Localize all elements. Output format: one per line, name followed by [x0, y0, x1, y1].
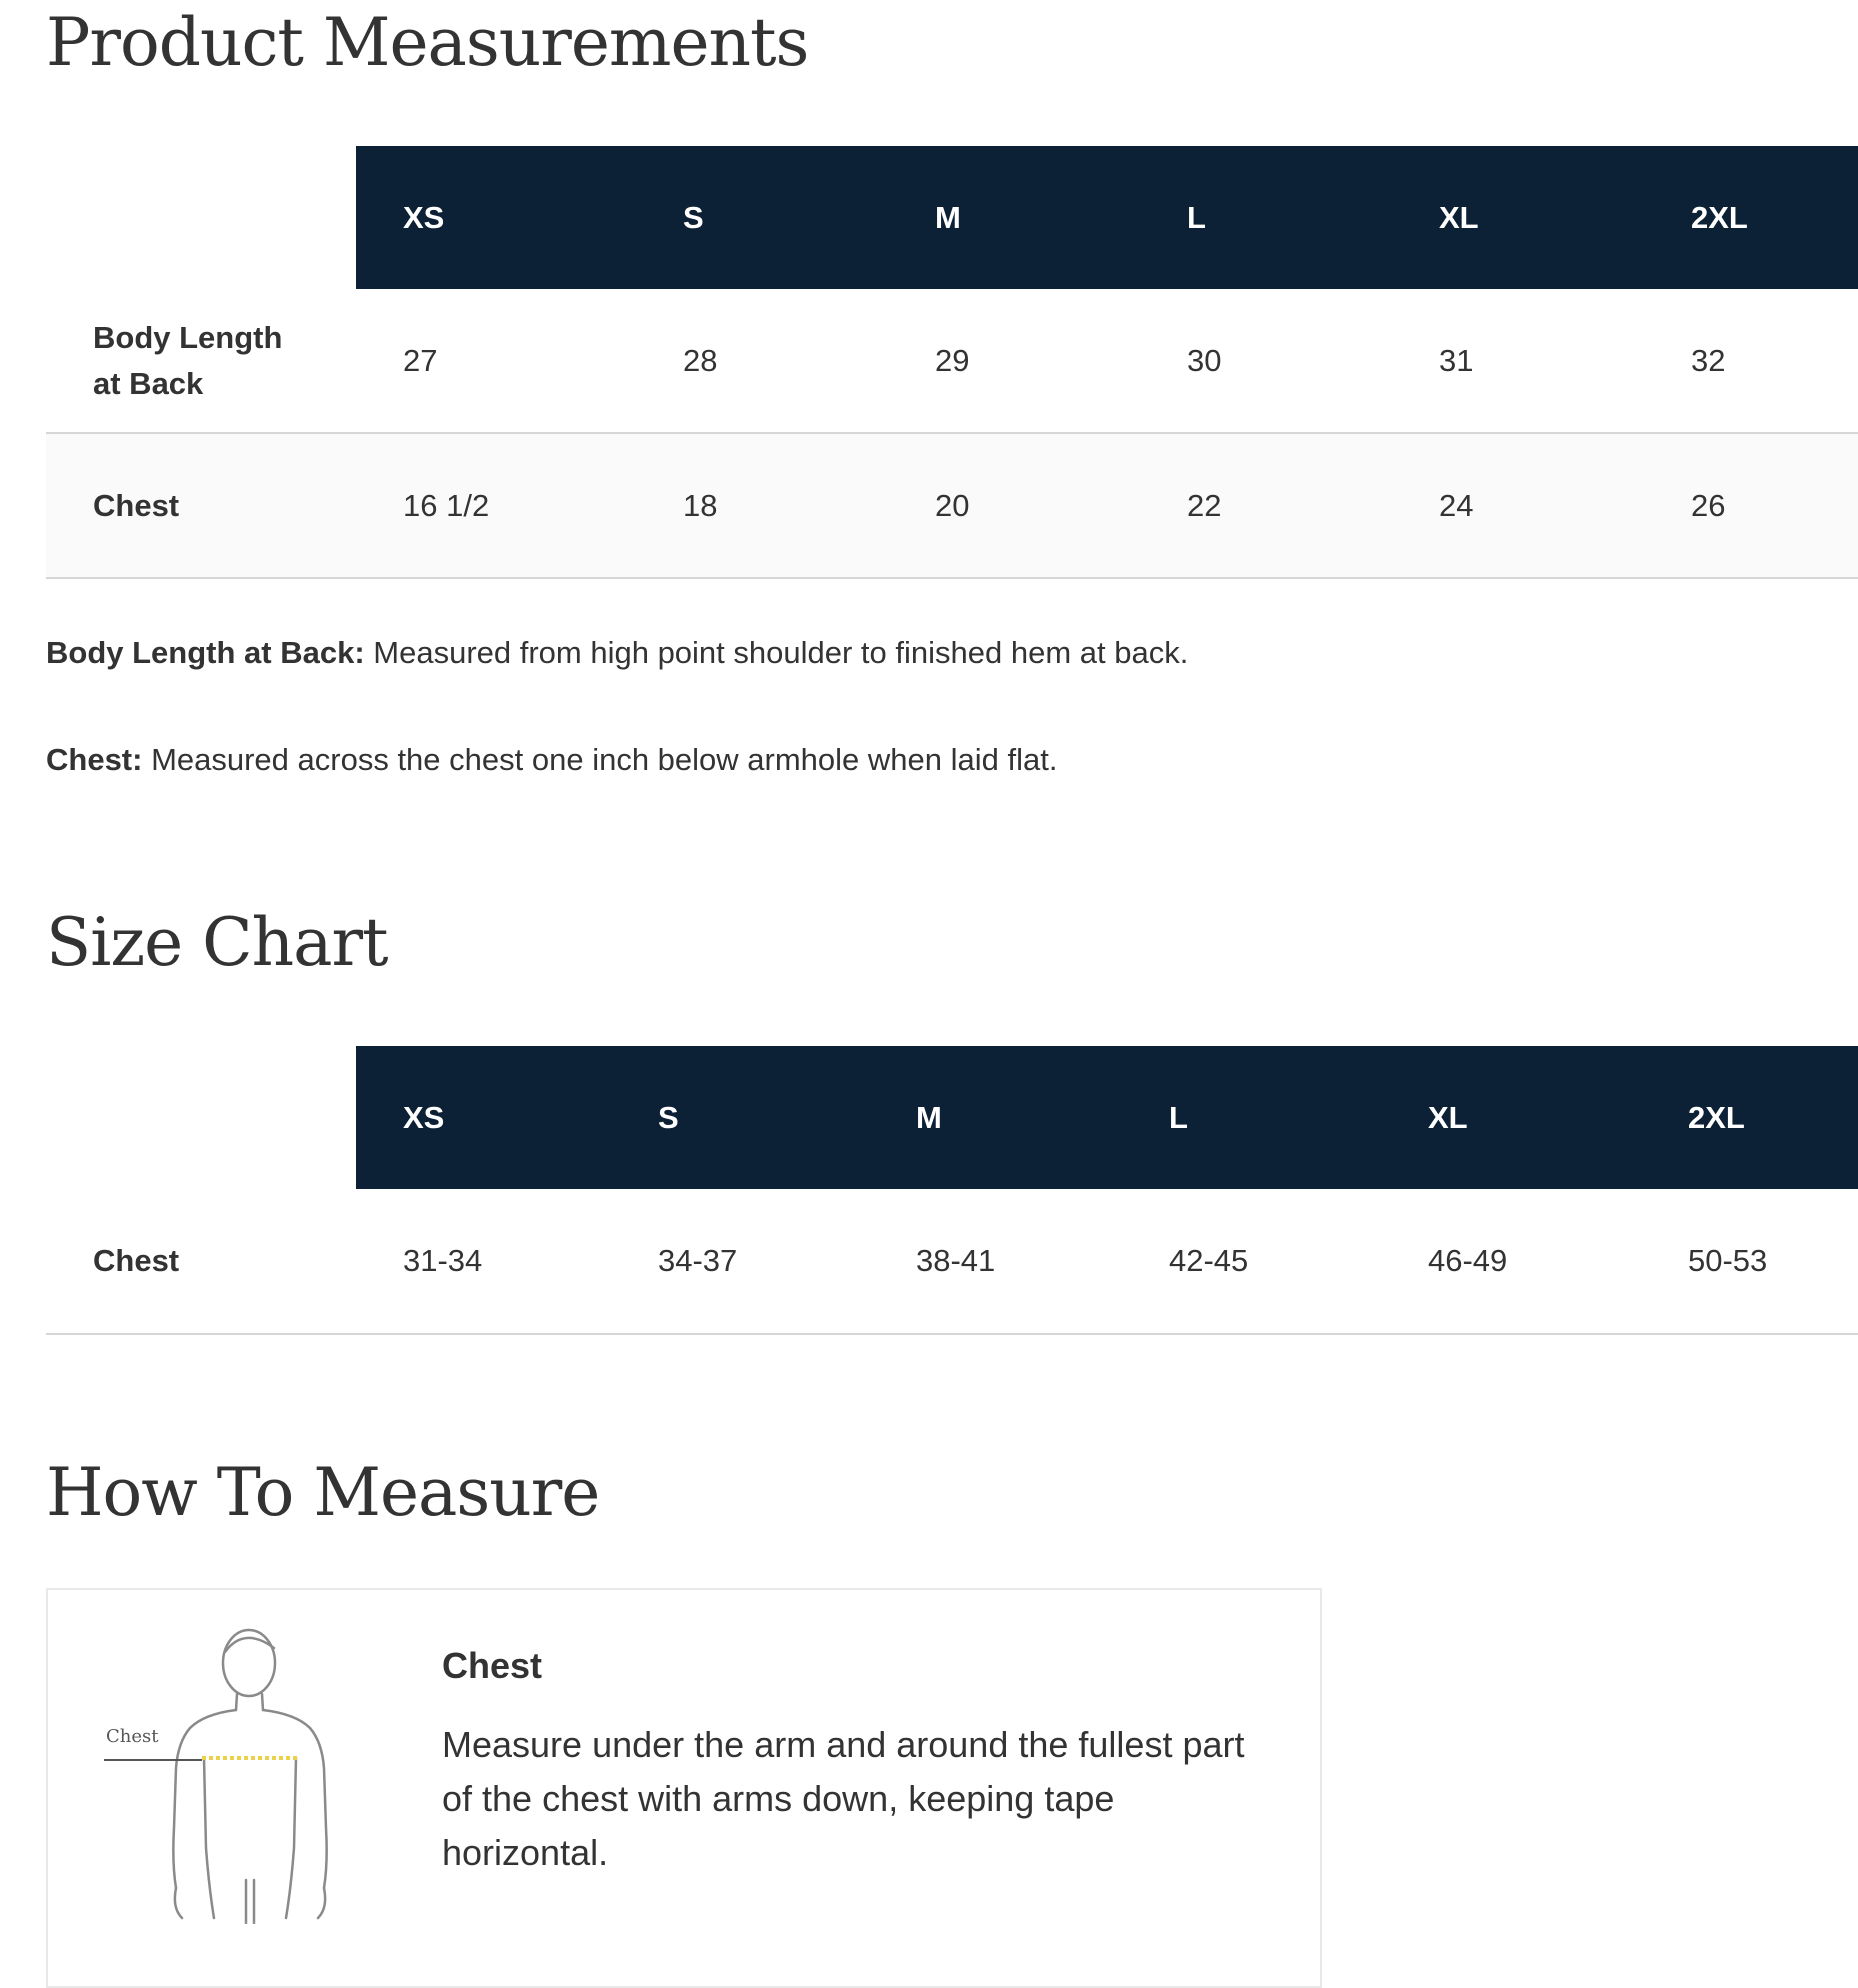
chest-measure-card: [46, 1588, 1322, 1988]
note-term: Chest:: [46, 742, 143, 777]
table-cell: 34-37: [611, 1189, 869, 1334]
row-label-text: Body Length at Back: [93, 319, 283, 401]
table-cell: 18: [636, 433, 888, 578]
how-to-measure-title: How To Measure: [46, 1454, 600, 1531]
table-header-row: [46, 146, 1858, 289]
table-cell: 30: [1140, 289, 1392, 433]
row-label-chest: Chest: [46, 1189, 356, 1334]
size-header: XL: [1381, 1046, 1641, 1189]
measure-card-title: Chest: [442, 1645, 543, 1686]
product-measurements-table: [46, 146, 1858, 579]
table-cell: 24: [1392, 433, 1644, 578]
figure-chest-label: Chest: [106, 1726, 159, 1747]
note-text: Measured across the chest one inch below armhole when laid flat.: [142, 742, 1058, 777]
table-cell: 46-49: [1381, 1189, 1641, 1334]
size-chart-table: [46, 1046, 1858, 1335]
size-header: L: [1122, 1046, 1381, 1189]
size-header: S: [611, 1046, 869, 1189]
size-header: XL: [1392, 146, 1644, 289]
row-label-body-length: [46, 289, 356, 433]
size-header: M: [869, 1046, 1122, 1189]
table-cell: 26: [1644, 433, 1858, 578]
table-row: [46, 433, 1858, 578]
size-header: S: [636, 146, 888, 289]
size-header: XS: [356, 146, 636, 289]
table-cell: 31: [1392, 289, 1644, 433]
table-cell: 50-53: [1641, 1189, 1858, 1334]
table-cell: 27: [356, 289, 636, 433]
table-cell: 16 1/2: [356, 433, 636, 578]
size-header: L: [1140, 146, 1392, 289]
table-cell: 20: [888, 433, 1140, 578]
body-outline-icon: [94, 1618, 394, 1924]
size-header: 2XL: [1641, 1046, 1858, 1189]
product-measurements-title: Product Measurements: [46, 4, 809, 81]
size-header: M: [888, 146, 1140, 289]
note-text: Measured from high point shoulder to finished hem at back.: [364, 635, 1189, 670]
note-term: Body Length at Back:: [46, 635, 365, 670]
header-corner: [46, 1046, 356, 1189]
measure-card-description: Measure under the arm and around the fullest part of the chest with arms down, keeping tape horizontal.: [442, 1724, 1245, 1873]
table-cell: 32: [1644, 289, 1858, 433]
row-label-chest: Chest: [46, 433, 356, 578]
table-row: [46, 289, 1858, 433]
chest-note: [46, 742, 1057, 778]
body-length-note: [46, 635, 1188, 671]
table-cell: 22: [1140, 433, 1392, 578]
table-header-row: [46, 1046, 1858, 1189]
table-row: [46, 1189, 1858, 1334]
table-cell: 28: [636, 289, 888, 433]
chest-figure-illustration: [94, 1618, 394, 1924]
table-cell: 31-34: [356, 1189, 611, 1334]
size-header: XS: [356, 1046, 611, 1189]
table-cell: 42-45: [1122, 1189, 1381, 1334]
size-chart-title: Size Chart: [46, 904, 388, 981]
size-header: 2XL: [1644, 146, 1858, 289]
table-cell: 29: [888, 289, 1140, 433]
table-cell: 38-41: [869, 1189, 1122, 1334]
header-corner: [46, 146, 356, 289]
